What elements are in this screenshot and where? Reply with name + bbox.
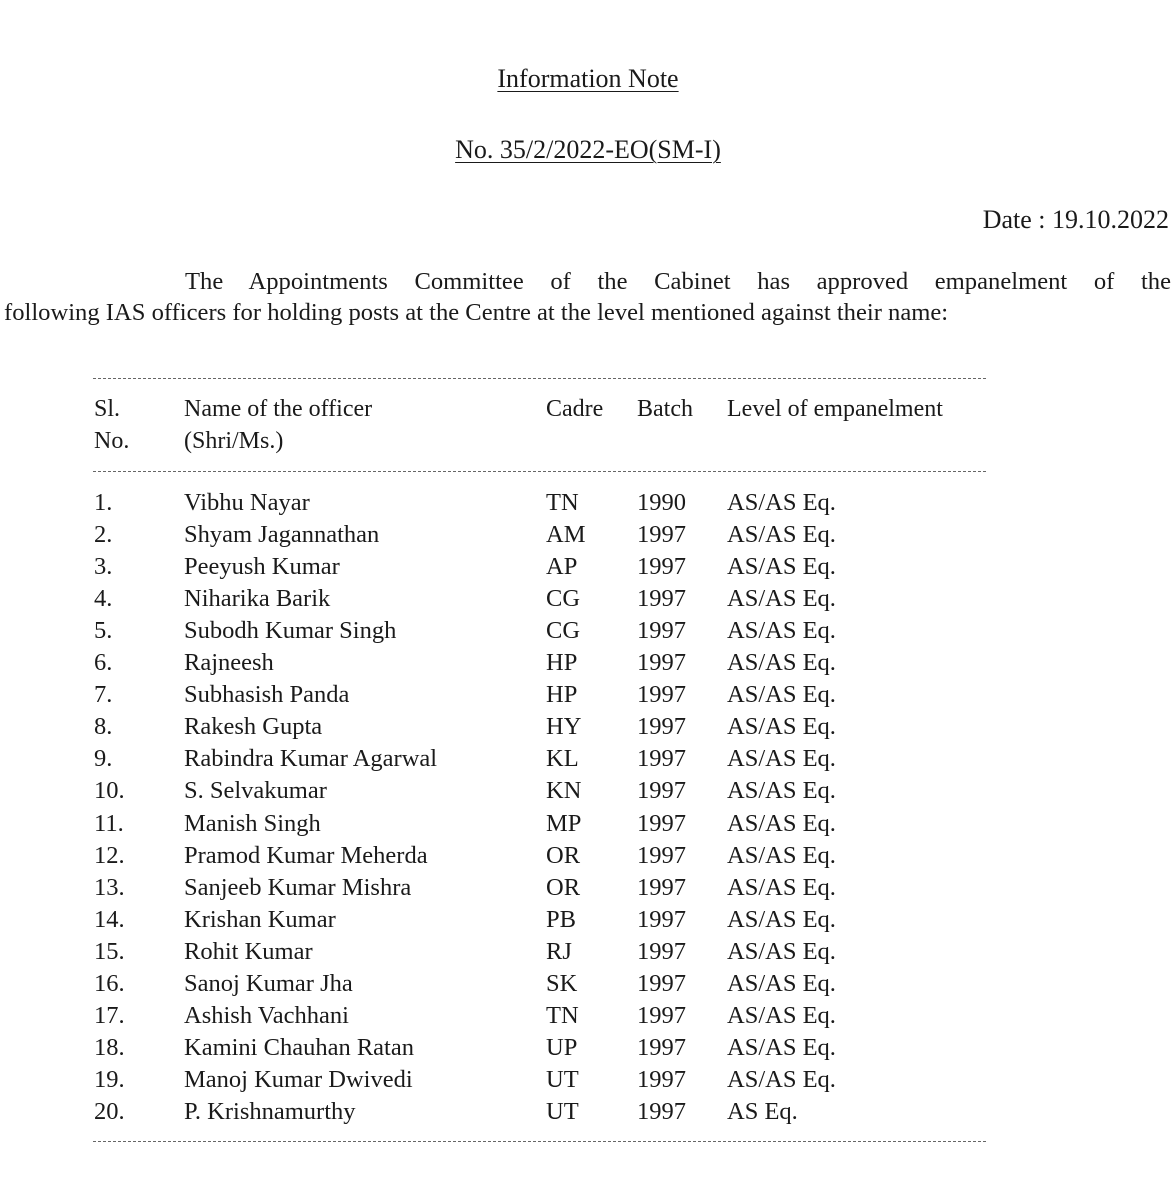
intro-line-2: following IAS officers for holding posts at the Centre at the level mentioned against their name: <box>4 299 949 326</box>
level-cell: AS/AS Eq. <box>727 1033 836 1061</box>
cadre-cell: TN <box>546 1001 579 1029</box>
document-date: Date : 19.10.2022 <box>982 205 1169 234</box>
cadre-cell: UT <box>546 1097 579 1125</box>
cadre-cell: PB <box>546 905 576 933</box>
table-row <box>0 615 1000 647</box>
batch-cell: 1997 <box>637 649 686 677</box>
cadre-cell: CG <box>546 585 581 613</box>
batch-cell: 1997 <box>637 1001 686 1029</box>
name-cell: Kamini Chauhan Ratan <box>184 1033 414 1061</box>
name-cell: Sanoj Kumar Jha <box>184 969 353 997</box>
sl-cell: 3. <box>94 553 113 581</box>
table-row <box>0 808 1000 840</box>
cadre-cell: RJ <box>546 937 572 965</box>
sl-cell: 2. <box>94 521 113 549</box>
table-row <box>0 968 1000 1000</box>
batch-cell: 1997 <box>637 521 686 549</box>
batch-cell: 1997 <box>637 553 686 581</box>
cadre-cell: KL <box>546 745 579 773</box>
name-cell: Manish Singh <box>184 809 321 837</box>
sl-cell: 17. <box>94 1001 125 1029</box>
name-cell: Peeyush Kumar <box>184 553 340 581</box>
batch-cell: 1990 <box>637 489 686 516</box>
name-cell: Subhasish Panda <box>184 681 350 709</box>
sl-cell: 20. <box>94 1097 125 1125</box>
cadre-cell: HP <box>546 649 578 677</box>
cadre-cell: HY <box>546 713 582 741</box>
cadre-cell: AP <box>546 553 578 581</box>
sl-cell: 19. <box>94 1065 125 1093</box>
header-name-line2: (Shri/Ms.) <box>184 428 284 454</box>
table-row <box>0 1000 1000 1032</box>
reference-number: No. 35/2/2022-EO(SM-I) <box>455 135 721 164</box>
name-cell: Pramod Kumar Meherda <box>184 841 428 869</box>
level-cell: AS/AS Eq. <box>727 809 836 837</box>
cadre-cell: KN <box>546 777 582 805</box>
sl-cell: 5. <box>94 617 113 645</box>
level-cell: AS/AS Eq. <box>727 617 836 645</box>
cadre-cell: MP <box>546 809 582 837</box>
cadre-cell: HP <box>546 681 578 709</box>
table-top-divider <box>93 378 986 379</box>
table-row <box>0 679 1000 711</box>
batch-cell: 1997 <box>637 1097 686 1125</box>
header-batch: Batch <box>637 396 693 422</box>
sl-cell: 16. <box>94 969 125 997</box>
table-row <box>0 487 1000 519</box>
table-row <box>0 711 1000 743</box>
table-row <box>0 583 1000 615</box>
level-cell: AS/AS Eq. <box>727 681 836 709</box>
level-cell: AS/AS Eq. <box>727 1065 836 1093</box>
sl-cell: 10. <box>94 777 125 805</box>
name-cell: P. Krishnamurthy <box>184 1097 356 1125</box>
table-row <box>0 872 1000 904</box>
sl-cell: 13. <box>94 873 125 901</box>
name-cell: Krishan Kumar <box>184 905 336 933</box>
level-cell: AS Eq. <box>727 1097 798 1125</box>
name-cell: Rohit Kumar <box>184 937 313 965</box>
name-cell: Niharika Barik <box>184 585 331 613</box>
level-cell: AS/AS Eq. <box>727 841 836 869</box>
level-cell: AS/AS Eq. <box>727 905 836 933</box>
header-sl-line1: Sl. <box>94 396 121 422</box>
cadre-cell: TN <box>546 489 579 516</box>
name-cell: Subodh Kumar Singh <box>184 617 397 645</box>
level-cell: AS/AS Eq. <box>727 745 836 773</box>
header-sl-line2: No. <box>94 428 130 454</box>
batch-cell: 1997 <box>637 1065 686 1093</box>
level-cell: AS/AS Eq. <box>727 777 836 805</box>
level-cell: AS/AS Eq. <box>727 1001 836 1029</box>
batch-cell: 1997 <box>637 969 686 997</box>
sl-cell: 1. <box>94 489 113 516</box>
table-row <box>0 519 1000 551</box>
sl-cell: 9. <box>94 745 113 773</box>
document-title: Information Note <box>497 64 679 93</box>
sl-cell: 18. <box>94 1033 125 1061</box>
batch-cell: 1997 <box>637 905 686 933</box>
name-cell: Sanjeeb Kumar Mishra <box>184 873 412 901</box>
batch-cell: 1997 <box>637 585 686 613</box>
cadre-cell: OR <box>546 841 581 869</box>
sl-cell: 15. <box>94 937 125 965</box>
table-row <box>0 551 1000 583</box>
sl-cell: 4. <box>94 585 113 613</box>
table-row <box>0 775 1000 807</box>
sl-cell: 12. <box>94 841 125 869</box>
name-cell: Rabindra Kumar Agarwal <box>184 745 438 773</box>
batch-cell: 1997 <box>637 745 686 773</box>
level-cell: AS/AS Eq. <box>727 937 836 965</box>
level-cell: AS/AS Eq. <box>727 713 836 741</box>
name-cell: Rajneesh <box>184 649 274 677</box>
name-cell: Ashish Vachhani <box>184 1001 349 1029</box>
name-cell: Rakesh Gupta <box>184 713 323 741</box>
cadre-cell: SK <box>546 969 578 997</box>
name-cell: Vibhu Nayar <box>184 489 310 516</box>
sl-cell: 11. <box>94 809 124 837</box>
intro-line-1: The Appointments Committee of the Cabinet has approved empanelment of the <box>185 268 1171 295</box>
name-cell: Manoj Kumar Dwivedi <box>184 1065 413 1093</box>
header-level: Level of empanelment <box>727 396 943 422</box>
level-cell: AS/AS Eq. <box>727 553 836 581</box>
batch-cell: 1997 <box>637 681 686 709</box>
header-name-line1: Name of the officer <box>184 396 373 422</box>
sl-cell: 8. <box>94 713 113 741</box>
level-cell: AS/AS Eq. <box>727 873 836 901</box>
level-cell: AS/AS Eq. <box>727 969 836 997</box>
batch-cell: 1997 <box>637 1033 686 1061</box>
level-cell: AS/AS Eq. <box>727 489 836 516</box>
batch-cell: 1997 <box>637 937 686 965</box>
table-row <box>0 1096 1000 1128</box>
batch-cell: 1997 <box>637 777 686 805</box>
table-header-divider <box>93 471 986 472</box>
cadre-cell: CG <box>546 617 581 645</box>
batch-cell: 1997 <box>637 617 686 645</box>
sl-cell: 7. <box>94 681 113 709</box>
batch-cell: 1997 <box>637 841 686 869</box>
table-row <box>0 1064 1000 1096</box>
cadre-cell: UT <box>546 1065 579 1093</box>
sl-cell: 14. <box>94 905 125 933</box>
table-row <box>0 647 1000 679</box>
level-cell: AS/AS Eq. <box>727 585 836 613</box>
batch-cell: 1997 <box>637 809 686 837</box>
table-row <box>0 840 1000 872</box>
cadre-cell: AM <box>546 521 586 549</box>
level-cell: AS/AS Eq. <box>727 649 836 677</box>
intro-paragraph <box>4 266 1171 328</box>
cadre-cell: UP <box>546 1033 578 1061</box>
table-row <box>0 1032 1000 1064</box>
level-cell: AS/AS Eq. <box>727 521 836 549</box>
table-row <box>0 936 1000 968</box>
table-bottom-divider <box>93 1141 986 1142</box>
header-cadre: Cadre <box>546 396 604 422</box>
name-cell: Shyam Jagannathan <box>184 521 380 549</box>
batch-cell: 1997 <box>637 873 686 901</box>
sl-cell: 6. <box>94 649 113 677</box>
cadre-cell: OR <box>546 873 581 901</box>
batch-cell: 1997 <box>637 713 686 741</box>
name-cell: S. Selvakumar <box>184 777 327 805</box>
table-row <box>0 904 1000 936</box>
table-row <box>0 743 1000 775</box>
